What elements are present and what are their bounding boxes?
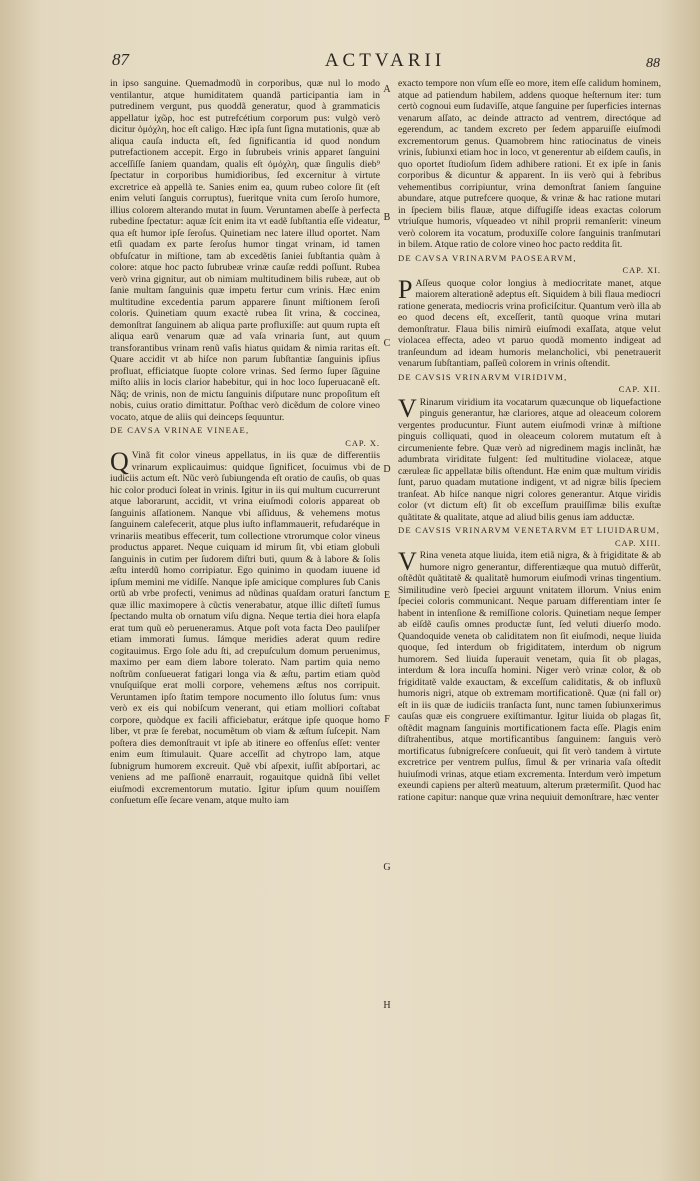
chapter-body: Aſſeus quoque color longius à mediocritate manet, atque maiorem alterationẽ adeptus eſt. Siquidem à bili flaua mediocri ratione generata, mediocris vrina proficiſcitur. Quantum verò illa ab eo quod decens eſt, exceſſerit, tantũ quoque vrina mutari demonſtratur. Flaua bilis nimirũ eiuſmodi exaſſata, atque velut violacea effecta, adeo vt paruo quodã momento indigeat ad tranſeundum ad ideam humoris melancholici, vbi penetrauerit venarum ſubſtantiam, paſſeũ colorem in vrinis oſtendit. — [398, 277, 661, 369]
chapter-heading-viridium: DE CAVSIS VRINARVM VIRIDIVM, — [398, 371, 568, 382]
chapter-number-x: CAP. X. — [345, 438, 380, 448]
right-paragraph-1: exacto tempore non vſum eſſe eo more, item eſſe calidum hominem, atque ad patiendum habilem, addens quoque heſternum iter: tum certò cognoui eum ſudaviſſe, atque ſanguine per ſuperficies internas venarum aſſato, ac deinde attracto ad ventrem, directóque ad egerendum, ac tandem excreto per ſedem apparuiſſe eiuſmodi excrementorum genus. Quamobrem hinc ratiocinatus de vineis vrinis, ſubiunxi etiam hoc in loco, vt generentur ab eiſdem cauſis, in quo oportet ſtudioſum ſidem adhibere rationi. Et ex ipſe in ſanis corporibus & dicuntur & apparent. In iis verò qui à febribus vehementibus corripiuntur, vrina demonſtrat ſaniem ſanguine abundare, atque putrefcere quoque, & vrinæ & hac ratione mutari in ſpeciem bilis flauæ, atque diſfugiſſe ideas exactas colorum vtriuſque humoris, vſqueadeo vt nihil proprii remanſerit: vineum verò colorem ita vocatum, produxiſſe colore ſanguinis tranſmutari in bilem. Atque ratio de colore vineo hoc pacto reddita ſit. — [398, 78, 661, 250]
drop-initial: V — [398, 547, 417, 576]
margin-letter-g: G — [383, 862, 391, 873]
chapter-body: Rina veneta atque liuida, item etiã nigra, & à frigiditate & ab humore nigro generantur, differentiæque qua mutuò differũt, oſtẽdũt quãtitatẽ & qualitatẽ humorum eiuſmodi vrinas tingentium. Similitudine verò ſpeciei arguunt vnitatem illorum. Vnius enim ſpeciei coloris communicant. Neque paruam differentiam inter ſe habent in intenſione & remiſſione coloris. Quinetiam neque ſemper ab eiſdẽ cauſis omnes productæ ſunt, ſed veluti diuerſo modo. Quandoquide veneta ob caliditatem non ſit eiuſmodi, neque liuida quoque, ſed interdum ob frigiditatem, interdum ob nigrum humorem. Sed liuida ſuperauit venetam, quia ſit ob plagas, interdum & lora incuſſa homini. Niger verò vrinæ color, & ob frigiditatẽ valde exauctam, & exceſſum caliditatis, & ob influxũ humoris nigri, atque ob extremam mortificationẽ. Quæ (ni fall or) eſt in iis quæ de iudiciis tranſacta ſunt, nunc tamen ſubiunxerimus cauſas quæ eis congruere exiſtimantur. Igitur liuida ob plagas ſit, oſtẽdit magnam ſanguinis mortificationem facta eſſe. Plagis enim diſtrahentibus, atque mortificantibus ſanguinem: ſanguis verò mortificatus ſubnigreſcere conſueuit, qui ſit verò tandem à virtute excretrice per ventrem pulſus, ſimul & per vrinaria vaſa oſtedit huiuſmodi vrinas, atque etiam excrementa. Interdum verò impetum exeundi capiens per alterũ meatuum, alterum prætermiſit. Quod hac ratione capitur: nanque quæ vrina nequiuit demonſtrare, hæc venter — [398, 550, 661, 803]
margin-letter-a: A — [383, 84, 391, 95]
chapter-body: Rinarum viridium ita vocatarum quæcunque ob liquefactione pinguis generantur, hæ clariores, atque ad oleaceum colorem vergentes producuntur. Fiunt autem eiuſmodi vrinæ à miſtione pinguis colliquati, quod in oleaceum colorem mutatum eſt à circumeniente febre. Quæ verò ad nigredinem magis inclinãt, hæ adumbrata viriditate fulgent: ſed multitudine violaceæ, atque cæruleæ ſic appellatæ bilis oſtendunt. Hæ enim quæ multum viridis ſunt, paruo quadam mutatione indigent, vt ad nigræ bilis ſpeciem tranſeat. Ab hiſce nanque nigri colores generantur. Atque viridis color (vt dictum eſt) ſit ob exceſſum prauiſſimæ bilis exuſtæ quãtitate & qualitate, atque ad aliud bilis genus iam adductæ. — [398, 396, 661, 523]
margin-letter-c: C — [383, 338, 391, 349]
chapter-number-xi: CAP. XI. — [622, 266, 661, 275]
chapter-text-paosearum — [398, 274, 661, 370]
chapter-body: Vinã fit color vineus appellatus, in iis quæ de differentiis vrinarum explicauimus: quidque ſignificet, ſocuimus vbi de iudiciis actum eſt. Nũc verò ſubiungenda eſt oratio de cauſis, ob quas hic color produci ſoleat in vrinis. Igitur in iis qui multum cucurrerunt atque laborarunt, accidit, vt vrina eiuſmodi coloris appareat ob ſanguinis aſſationem. Nanque vbi aſſiduus, & vehemens motus ſanguinem calefecerit, atque plus iuſto inflammauerit, refudaréque in vrinariis meatibus effecerit, tum collectione vtrorumque color vineus productus apparet. Neque cuiquam id mirum ſit, vbi etiam globuli ſanguinis in cutim per ſudorem diſtri buti, quum & à labore & ſolis æſtu interdũ homo corripiatur. Ego quinimo in quodam iuuene id ipſum memini me vidiſſe. Nanque ipſe amicique complures ſub Canis ortũ ab vrbe profecti, venimus ad nũdinas quaſdam oraturi ſanctum quæ illic maximopere à cũctis venerabatur, atque illic diſtetĩ ſumus ſpectando multa ob ornatum viſu digna. Neque tertia diei hora elapſa erat tum quũ eò perueneramus. Atque poſt vota facta Deo pauliſper etiam immorati ſumus. Iámque meridies aderat quum redire cogitauimus. Ergo ſole adu ſti, ad crepuſculum domum peruenimus, maximo per eam diem labore tolerato. Nam partim quia nemo noſtrũm conſueuerat fatigari longa via & æſtu, partim etiam quòd vnuſquiſque erat molli corpore, vehemens æſtus nos corripuit. Veruntamen ipſo ſtatim tempore nocumento illo ſolutus ſum: vnus verò ex eis qui nobiſcum venerant, qui etiam molliori coſtabat corpore, quòdque ex facili afficiebatur, erátque ipſe quoque homo liber, vt præ ſe ferebat, nocumẽtum ob viam & æſtum ſuſcepit. Nam poſtera dies demonſtrauit vt ipſe ab itinere eo offenſus eſſet: venter enim eum ſtimulauit. Quare acceſſit ad chytropo lam, atque ſubnigrum humorem excreuit. Quẽ vbi aſpexit, iuſſit abſportari, ac veniens ad me paſſionẽ enarrauit, rogauitque quidnã ſibi vellet eiuſmodi excrementorum mutatio. Igitur ipſum quum nouiſſem conſuetum eſſe ſecare venam, atque multo iam — [110, 450, 380, 806]
margin-letter-h: H — [383, 1000, 391, 1011]
drop-initial: Q — [110, 447, 129, 476]
drop-initial: V — [398, 393, 417, 423]
left-paragraph-1: in ipso sanguine. Quemadmodũ in corporibus, quæ nul lo modo ventilantur, atque humiditatem quandã participantia iam in putredinem vergunt, pus quoddã generatur, quod à grammaticis appellatur ἰχῶρ, hoc est putrefcétium corporum pus: vulgò verò dicitur ὀμόχλη, hoc eſt caligo. Hæc ipſa ſunt ſigna mutationis, quæ ab aliqua cauſa inducta eſt, ſed ſignificantia id quod nondum putrefactionem accepit. Ergo in ſubrubeis vrinis apparet ſanguini acceſſiſſe ſaniem quandam, qualis eſt ὀμόχλη, quæ ſingulis dieb⁹ ſpectatur in corporibus humidioribus, ſed excernitur à virtute excretrice eà appellà te. Sanies enim ea, quum rubeo colore ſit (eſt enim veluti ſanguis corruptus), fueritque vnita cum ſeroſo humore, illius colorem alterando mutat in ſuum. Veruntamen abeſſe à perfecta rubedine ſpectatur: aquæ ſcit enim ita vt eadẽ ſubſtantia eſſe videatur, qua eſt humor ipſe ſeroſus. Quinetiam nec latere illud oportet. Nam etſi quadam ex parte ſeroſus humor tingat vrinam, id tamen obfuſcatur in miſtione, tam ab excedẽtis ſaniei ſubſtantia quàm à colore: atque hoc pacto ſubrubeæ vrinæ cauſæ reddi poſſunt. Rubea verò vrina gignitur, aut ob nimiam multitudinem bilis rubeæ, aut ob ſanie multam ſanguinis quæ impetu fertur cum vrinis. Hæc enim multitudine excedentia parum apparere ſinunt miſtionem ſeroſi coloris. Quinetiam quum exactè rubea ſit vrina, & coccinea, demonſtrat ſanguinem ab aliqua parte profluxiſſe: aut quum rupta eſt aliqua earũ venarum quæ ad vaſa vrinaria ſunt, aut quum transforantibus vrinam renũ vaſis hiatus quidam & nimia raritas eſt. Quare accidit vt ab hiſce non parum ſubſtantiæ ſanguinis ipſius profluat, efficiatque ſuopte colore vrinas. Sed ſermo ſuper ſãguine miſto aliis in locis clarior habebitur, qui in hoc loco ſuperuacanẽ eſt. Nãq; de vrinis, non de mictu ſanguinis diſputare nunc propoſitum eſt nobis, cuius oratio dimittatur. Poſthac verò dicẽdum de colore vineo vocato, atque de aliis qui deinceps ſequuntur. — [110, 78, 380, 423]
page-header — [110, 50, 660, 78]
drop-initial: P — [398, 274, 413, 304]
chapter-number-xiii: CAP. XIII. — [614, 538, 661, 548]
margin-letter-e: E — [383, 590, 391, 601]
left-column — [110, 78, 380, 1108]
page-number-left: 87 — [112, 50, 129, 69]
margin-letter-b: B — [383, 212, 391, 223]
chapter-text-vineae — [110, 447, 380, 807]
margin-letter-f: F — [384, 714, 390, 725]
chapter-heading-venetarum: DE CAVSIS VRINARVM VENETARVM ET LIUIDARUM, — [398, 525, 661, 535]
margin-letter-d: D — [383, 464, 391, 475]
chapter-heading-paosearum: DE CAVSA VRINARVM PAOSEARVM, — [398, 252, 577, 263]
chapter-number-xii: CAP. XII. — [618, 385, 661, 394]
chapter-text-venetarum — [398, 547, 661, 803]
running-title: ACTVARII — [324, 50, 446, 71]
chapter-heading-vineae: DE CAVSA VRINAE VINEAE, — [110, 425, 250, 435]
right-column — [398, 78, 661, 1108]
page-number-right: 88 — [646, 56, 660, 71]
chapter-text-viridium — [398, 393, 661, 524]
